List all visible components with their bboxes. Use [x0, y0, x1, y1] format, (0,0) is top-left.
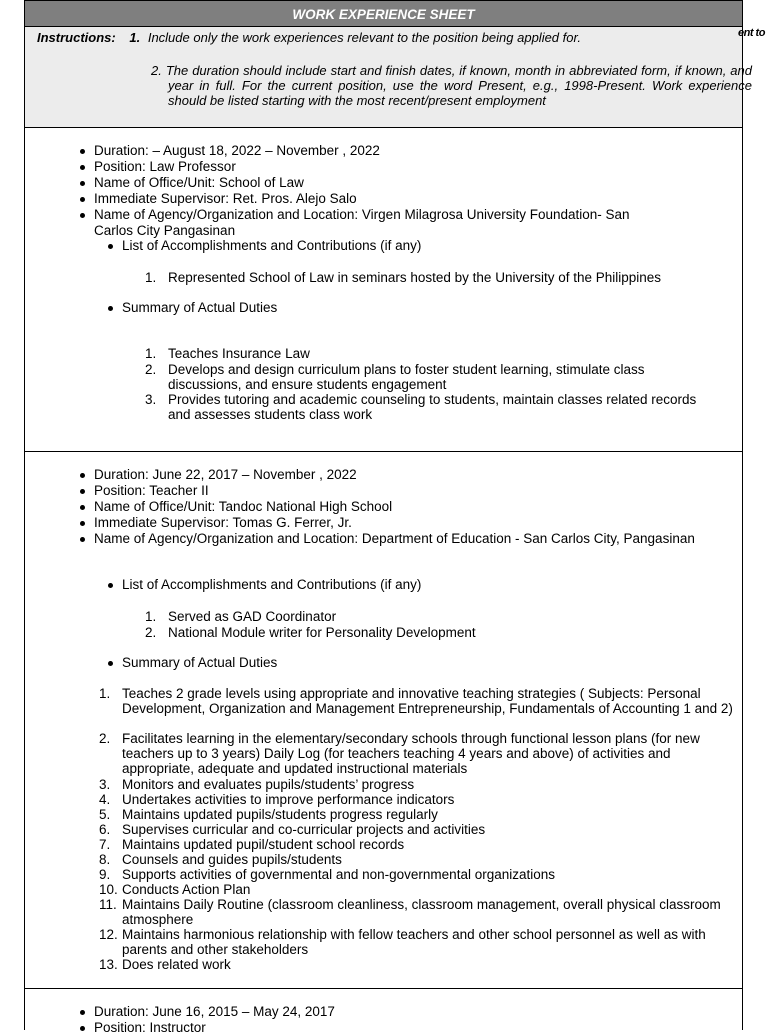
list-item-number: 2. — [145, 625, 157, 640]
list-item-text: Counsels and guides pupils/students — [122, 852, 342, 867]
list-item-number: 1. — [145, 609, 157, 624]
list-item — [145, 392, 725, 423]
entry-divider — [24, 451, 743, 452]
list-item-number: 1. — [99, 686, 111, 701]
entry-2-position: Position: Teacher II — [94, 483, 209, 498]
entry-1-office: Name of Office/Unit: School of Law — [94, 175, 304, 190]
list-item-number: 9. — [99, 867, 111, 882]
list-item-number: 6. — [99, 822, 111, 837]
instruction-2: 2. The duration should include start and finish dates, if known, month in abbreviated form, if known, and year in full. For the current position, use the word Present, e.g., 1998-Present. Work experience should be listed starting with the most recent/present employment — [151, 63, 752, 108]
entry-1-duration: Duration: – August 18, 2022 – November , 2022 — [94, 143, 380, 158]
entry-3-duration: Duration: June 16, 2015 – May 24, 2017 — [94, 1004, 335, 1019]
list-item-text: Maintains updated pupils/students progress regularly — [122, 807, 438, 822]
list-item-text: Develops and design curriculum plans to foster student learning, stimulate class discussions, and ensure students engagement — [168, 362, 645, 393]
instruction-1-number: 1. — [129, 30, 141, 45]
list-item-text: Conducts Action Plan — [122, 882, 251, 897]
entry-2-accomplishments-heading: List of Accomplishments and Contributions (if any) — [122, 577, 422, 592]
list-item-number: 12. — [99, 927, 118, 942]
entry-1-agency-cont: Carlos City Pangasinan — [94, 223, 236, 238]
sheet-title: WORK EXPERIENCE SHEET — [25, 0, 742, 27]
list-item-text: Does related work — [122, 957, 231, 972]
list-item-number: 3. — [99, 777, 111, 792]
list-item-number: 11. — [99, 897, 117, 912]
list-item-number: 8. — [99, 852, 111, 867]
list-item-text: Undertakes activities to improve performance indicators — [122, 792, 455, 807]
list-item-number: 3. — [145, 392, 157, 407]
list-item-number: 2. — [99, 731, 111, 746]
list-item — [145, 362, 725, 393]
list-item-text: Supervises curricular and co-curricular projects and activities — [122, 822, 486, 837]
entry-2-duties-heading: Summary of Actual Duties — [122, 655, 278, 670]
list-item — [99, 822, 739, 838]
list-item-text: Maintains updated pupil/student school records — [122, 837, 405, 852]
list-item-text: Monitors and evaluates pupils/students’ progress — [122, 777, 415, 792]
list-item-text: Facilitates learning in the elementary/secondary schools through functional lesson plans (for new teachers up to 3 years) Daily Log (for teachers teaching 4 years and above) of activities and appropriate, adequate and updated instructional materials — [122, 731, 700, 777]
entry-divider — [24, 988, 743, 989]
list-item-number: 7. — [99, 837, 111, 852]
instruction-1 — [37, 30, 581, 45]
entry-1-accomplishments-heading: List of Accomplishments and Contributions (if any) — [122, 238, 422, 253]
instructions-label: Instructions: — [37, 30, 116, 45]
list-item-number: 1. — [145, 346, 157, 361]
list-item-number: 5. — [99, 807, 111, 822]
instruction-1-text: Include only the work experiences relevant to the position being applied for. — [147, 30, 581, 45]
entry-2-agency: Name of Agency/Organization and Location: Department of Education - San Carlos City, Pangasinan — [94, 531, 735, 547]
entry-3-position: Position: Instructor — [94, 1020, 206, 1035]
entry-2-office: Name of Office/Unit: Tandoc National High School — [94, 499, 393, 514]
entry-1-duties-heading: Summary of Actual Duties — [122, 300, 278, 315]
clipped-overflow-text: ent to — [738, 27, 765, 39]
list-item-number: 1. — [145, 270, 157, 285]
list-item — [99, 807, 739, 823]
list-item-text: Teaches Insurance Law — [168, 346, 310, 361]
entry-1-supervisor: Immediate Supervisor: Ret. Pros. Alejo Salo — [94, 191, 357, 206]
list-item-text: National Module writer for Personality Development — [168, 625, 476, 640]
list-item-text: Served as GAD Coordinator — [168, 609, 337, 624]
list-item-number: 2. — [145, 362, 157, 377]
list-item — [99, 686, 739, 732]
list-item — [145, 625, 725, 641]
list-item-number: 10. — [99, 882, 118, 897]
list-item — [99, 867, 739, 883]
list-item — [145, 346, 725, 362]
list-item — [99, 731, 739, 777]
list-item — [99, 957, 739, 973]
list-item-text: Represented School of Law in seminars hosted by the University of the Philippines — [168, 270, 662, 285]
entry-2-supervisor: Immediate Supervisor: Tomas G. Ferrer, Jr. — [94, 515, 352, 530]
entry-1-position: Position: Law Professor — [94, 159, 236, 174]
list-item-text: Supports activities of governmental and non-governmental organizations — [122, 867, 556, 882]
entry-1-agency: Name of Agency/Organization and Location: Virgen Milagrosa University Foundation- San — [94, 207, 630, 222]
list-item — [99, 852, 739, 868]
list-item-text: Teaches 2 grade levels using appropriate and innovative teaching strategies ( Subjects: Personal Development, Organization and Management Entrepreneurship, Fundamentals of Accounting 1 and 2) — [122, 686, 733, 717]
list-item — [99, 792, 739, 808]
list-item — [99, 837, 739, 853]
list-item — [99, 927, 739, 958]
list-item — [99, 897, 739, 928]
list-item-text: Provides tutoring and academic counseling to students, maintain classes related records and assesses students class work — [168, 392, 697, 423]
list-item — [145, 609, 725, 625]
list-item-number: 4. — [99, 792, 111, 807]
entry-2-duration: Duration: June 22, 2017 – November , 2022 — [94, 467, 357, 482]
list-item-text: Maintains Daily Routine (classroom cleanliness, classroom management, overall physical classroom atmosphere — [122, 897, 721, 928]
list-item — [145, 270, 725, 286]
list-item-text: Maintains harmonious relationship with fellow teachers and other school personnel as well as with parents and other stakeholders — [122, 927, 706, 958]
list-item-number: 13. — [99, 957, 118, 972]
list-item — [99, 777, 739, 793]
list-item — [99, 882, 739, 898]
